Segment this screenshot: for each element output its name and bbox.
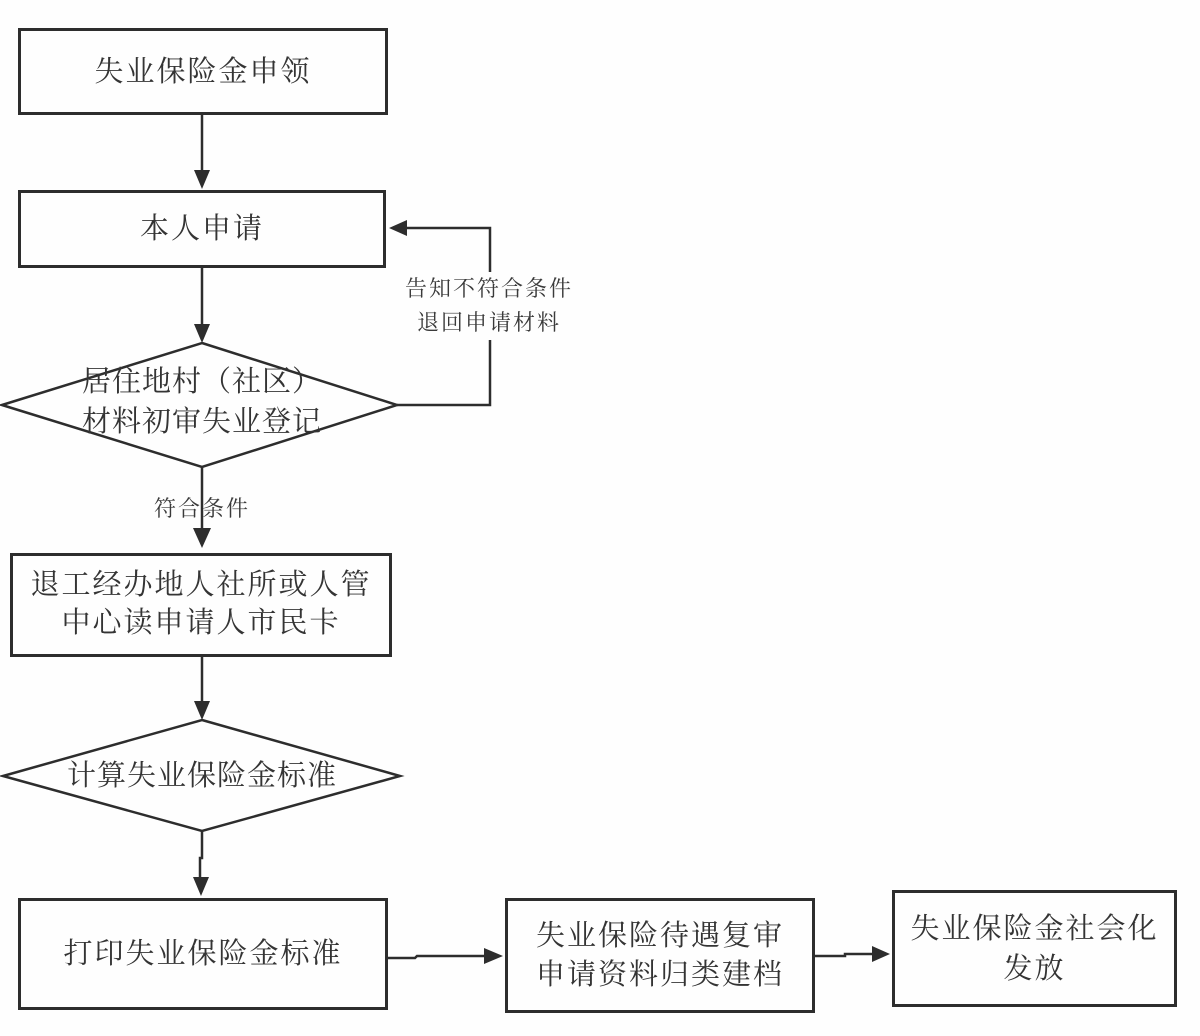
arrowhead-start-to-apply — [194, 170, 210, 189]
node-read-citizen-card-line1: 退工经办地人社所或人管 — [30, 569, 372, 601]
node-print-standard — [18, 898, 388, 1010]
arrowhead-readcard-to-calculate — [194, 701, 210, 720]
edge-label-qualified — [112, 492, 292, 526]
decision-initial-review-line1: 居住地村（社区） — [81, 366, 322, 398]
node-benefit-recheck-filing — [505, 898, 815, 1013]
decision-initial-review-text — [42, 362, 362, 442]
arrowhead-print-to-recheck — [484, 948, 503, 964]
decision-calculate-text — [32, 758, 372, 794]
arrowhead-reject-feedback — [389, 220, 407, 236]
node-socialized-distribution-line1: 失业保险金社会化 — [910, 912, 1159, 945]
node-print-standard-label: 打印失业保险金标准 — [63, 938, 343, 970]
decision-calculate-label: 计算失业保险金标准 — [66, 760, 337, 792]
node-claim-start-label: 失业保险金申领 — [94, 55, 312, 88]
node-personal-application — [18, 190, 386, 268]
node-read-citizen-card-line2: 中心读申请人市民卡 — [61, 607, 341, 639]
arrow-calculate-to-print — [200, 831, 202, 881]
edge-label-reject-line2: 退回申请材料 — [416, 310, 561, 335]
decision-initial-review-line2: 材料初审失业登记 — [81, 406, 322, 438]
arrowhead-calculate-to-print — [193, 877, 209, 896]
edge-label-reject-line1: 告知不符合条件 — [404, 276, 573, 301]
arrow-recheck-to-distribute — [815, 954, 875, 956]
arrowhead-recheck-to-distribute — [872, 946, 890, 962]
edge-label-reject — [378, 272, 600, 340]
edge-label-qualified-text: 符合条件 — [153, 496, 250, 521]
node-personal-application-label: 本人申请 — [139, 213, 264, 245]
node-claim-start — [18, 28, 388, 115]
arrowhead-apply-to-review — [194, 324, 210, 343]
arrow-print-to-recheck — [388, 956, 487, 958]
arrowhead-qualified — [193, 528, 211, 548]
node-benefit-recheck-line2: 申请资料归类建档 — [535, 958, 784, 991]
node-socialized-distribution — [892, 890, 1177, 1007]
node-socialized-distribution-line2: 发放 — [1003, 952, 1066, 985]
node-read-citizen-card — [10, 553, 392, 657]
node-benefit-recheck-line1: 失业保险待遇复审 — [535, 919, 784, 952]
